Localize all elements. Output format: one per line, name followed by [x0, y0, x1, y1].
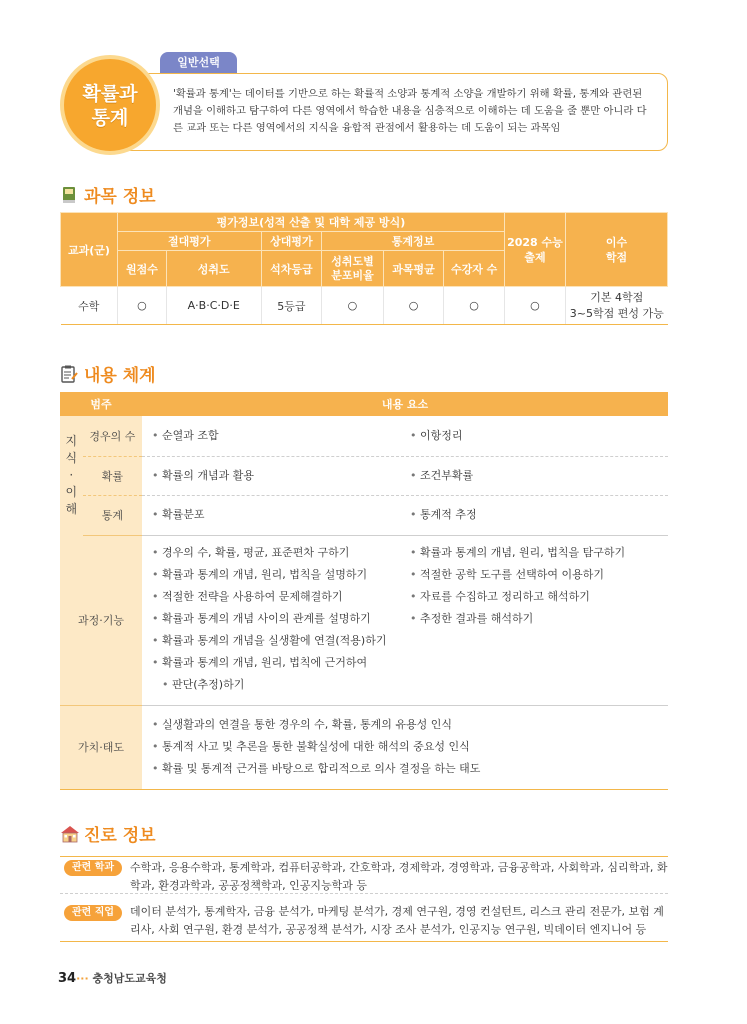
value-items	[142, 705, 668, 789]
credits-line1: 기본 4학점	[590, 290, 644, 304]
content-system-title: 내용 체계	[84, 366, 156, 386]
list-item: • 자료를 수집하고 정리하고 해석하기	[410, 586, 668, 608]
col-rank: 석차등급	[261, 251, 322, 287]
list-item: • 이항정리	[410, 425, 668, 447]
list-item: • 확률과 통계의 개념을 실생활에 연결(적용)하기	[152, 630, 410, 652]
col-eval: 평가정보(성적 산출 및 대학 제공 방식)	[117, 213, 504, 232]
list-item: • 순열과 조합	[152, 425, 410, 447]
list-item: • 적절한 공학 도구를 선택하여 이용하기	[410, 564, 668, 586]
col-avg: 과목평균	[383, 251, 444, 287]
list-item: • 추정한 결과를 해석하기	[410, 608, 668, 630]
career-job-row	[60, 900, 668, 942]
cell-dist: ○	[322, 287, 384, 325]
col-achievement: 성취도	[166, 251, 261, 287]
knowledge-row-counting	[142, 416, 668, 456]
list-item: • 적절한 전략을 사용하여 문제해결하기	[152, 586, 410, 608]
list-item: • 실생활과의 연결을 통한 경우의 수, 확률, 통계의 유용성 인식	[152, 714, 668, 736]
subject-badge	[60, 55, 160, 155]
col-csat: 2028 수능 출제	[504, 213, 565, 287]
cell-raw: ○	[117, 287, 166, 325]
book-icon	[60, 186, 78, 204]
dept-text: 수학과, 응용수학과, 통계학과, 컴퓨터공학과, 간호학과, 경제학과, 경영학과, 금융공학과, 사회학과, 심리학과, 화학과, 환경과학과, 공공정책학과, 인공지능학과 등	[130, 861, 668, 892]
content-system-heading	[60, 361, 156, 386]
list-item: • 확률과 통계의 개념 사이의 관계를 설명하기	[152, 608, 410, 630]
cell-csat: ○	[504, 287, 565, 325]
page-footer	[58, 970, 167, 986]
career-info-title: 진로 정보	[84, 826, 156, 846]
subject-intro	[120, 73, 668, 151]
dept-label: 관련 학과	[64, 860, 122, 876]
job-text: 데이터 분석가, 통계학자, 금융 분석가, 마케팅 분석가, 경제 연구원, 경영 컨설턴트, 리스크 관리 전문가, 보험 계리사, 사회 연구원, 환경 분석가, 공공정책 분석가, 시장 조사 분석가, 인공지능 연구원, 빅데이터 엔지니어 등	[130, 905, 664, 936]
subject-title-line2: 통계	[91, 107, 129, 129]
course-info-heading	[60, 182, 156, 207]
col-stats: 통계정보	[322, 232, 505, 251]
col-raw: 원점수	[117, 251, 166, 287]
col-relative: 상대평가	[261, 232, 322, 251]
credits-line2: 3~5학점 편성 가능	[569, 306, 664, 320]
col-count: 수강자 수	[444, 251, 505, 287]
list-item: • 경우의 수, 확률, 평균, 표준편차 구하기	[152, 542, 410, 564]
col-category: 범주	[60, 392, 142, 416]
category-counting: 경우의 수	[83, 416, 142, 456]
list-item: • 통계적 추정	[410, 504, 668, 526]
knowledge-row-statistics	[142, 495, 668, 535]
course-info-table	[60, 212, 668, 325]
category-statistics: 통계	[83, 495, 142, 535]
cell-rank: 5등급	[261, 287, 322, 325]
col-dist: 성취도별 분포비율	[322, 251, 384, 287]
col-credits: 이수 학점	[566, 213, 668, 287]
intro-text: '확률과 통계'는 데이터를 기반으로 하는 확률적 소양과 통계적 소양을 개발하기 위해 확률, 통계와 관련된 개념을 이해하고 탐구하여 다른 영역에서 학습한 내용을 심층적으로 이해하는 데 도움을 줄 뿐만 아니라 다른 교과 또는 다른 영역에서의 지식을 융합적 관점에서 활용하는 데 도움이 되는 과목임	[173, 88, 647, 134]
footer-dots: ···	[76, 972, 89, 985]
process-items	[142, 535, 668, 705]
cell-credits	[566, 287, 668, 325]
category-value: 가치·태도	[60, 705, 142, 789]
list-item: • 확률의 개념과 활용	[152, 465, 410, 487]
publisher: 충청남도교육청	[92, 972, 167, 985]
list-item: • 통계적 사고 및 추론을 통한 불확실성에 대한 해석의 중요성 인식	[152, 736, 668, 758]
list-item: • 확률과 통계의 개념, 원리, 법칙에 근거하여	[152, 652, 410, 674]
subject-title-line1: 확률과	[82, 83, 138, 105]
cell-count: ○	[444, 287, 505, 325]
list-item: • 확률과 통계의 개념, 원리, 법칙을 탐구하기	[410, 542, 668, 564]
content-system-table	[60, 392, 668, 790]
list-item-continuation: • 판단(추정)하기	[152, 674, 410, 696]
cell-avg: ○	[383, 287, 444, 325]
school-icon	[60, 825, 78, 843]
category-knowledge: 지 식 · 이 해	[60, 416, 83, 535]
list-item: • 조건부확률	[410, 465, 668, 487]
table-row	[61, 287, 668, 325]
course-info-title: 과목 정보	[84, 187, 156, 207]
col-elements: 내용 요소	[142, 392, 668, 416]
cell-achievement: A·B·C·D·E	[166, 287, 261, 325]
category-probability: 확률	[83, 456, 142, 495]
category-tag: 일반선택	[160, 52, 237, 74]
col-subject: 교과(군)	[61, 213, 118, 287]
list-item: • 확률 및 통계적 근거를 바탕으로 합리적으로 의사 결정을 하는 태도	[152, 758, 668, 780]
list-item: • 확률과 통계의 개념, 원리, 법칙을 설명하기	[152, 564, 410, 586]
list-item: • 확률분포	[152, 504, 410, 526]
career-dept-row	[60, 856, 668, 894]
clipboard-icon	[60, 365, 78, 383]
cell-subject: 수학	[61, 287, 118, 325]
knowledge-row-probability	[142, 456, 668, 495]
job-label: 관련 직업	[64, 905, 122, 921]
col-absolute: 절대평가	[117, 232, 261, 251]
career-info-heading	[60, 821, 156, 846]
category-process: 과정·기능	[60, 535, 142, 705]
page-number: 34	[58, 971, 77, 986]
